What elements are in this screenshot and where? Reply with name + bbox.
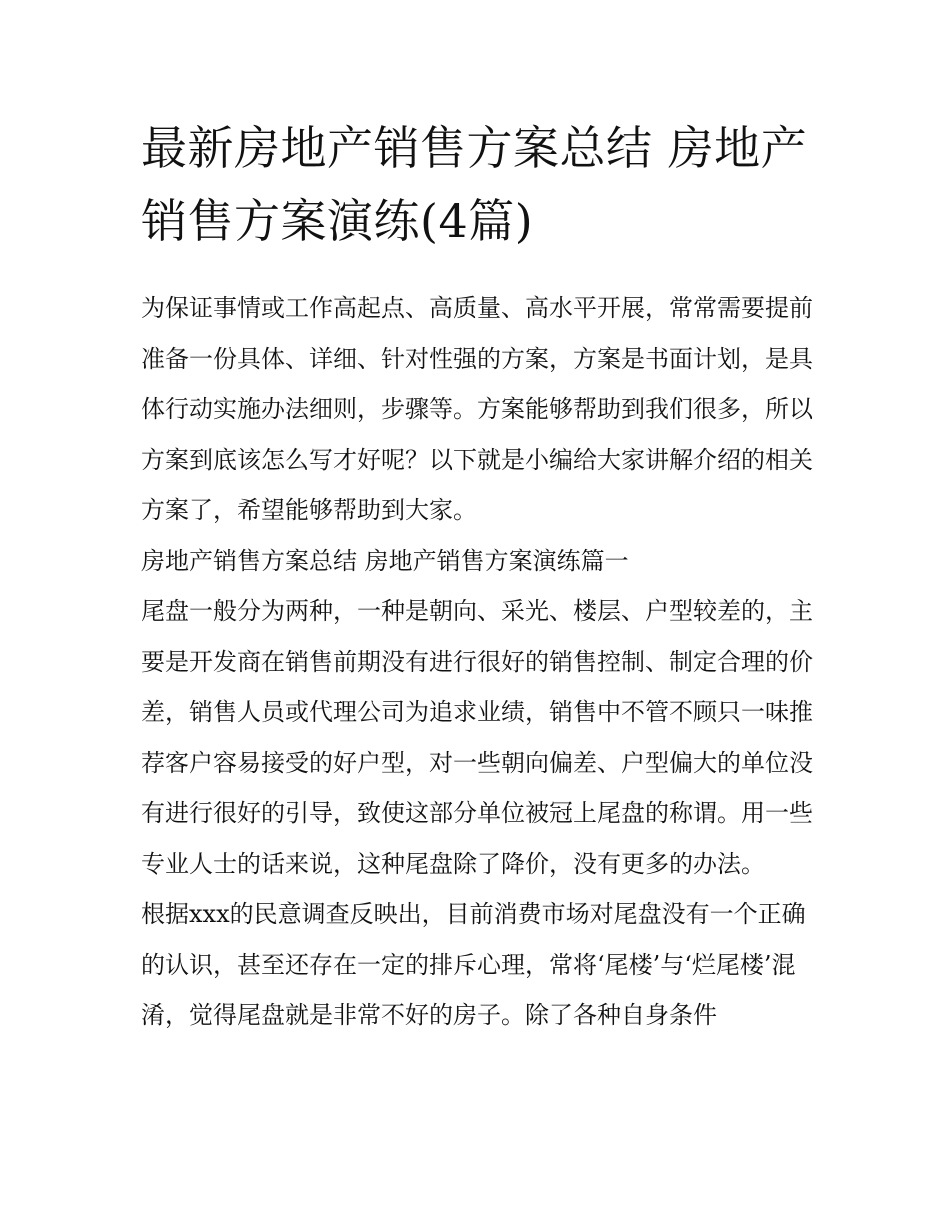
document-title: 最新房地产销售方案总结 房地产销售方案演练(4篇) [141, 121, 808, 248]
document-content [141, 112, 821, 1041]
body-paragraph: 根据xxx的民意调查反映出，目前消费市场对尾盘没有一个正确的认识，甚至还存在一定的排斥心理，常将‘尾楼’与‘烂尾楼’混淆，觉得尾盘就是非常不好的房子。除了各种自身条件 [141, 900, 806, 1029]
intro-paragraph: 为保证事情或工作高起点、高质量、高水平开展，常常需要提前准备一份具体、详细、针对性强的方案，方案是书面计划，是具体行动实施办法细则，步骤等。方案能够帮助到我们很多，所以方案到底该怎么写才好呢？以下就是小编给大家讲解介绍的相关方案了，希望能够帮助到大家。 [141, 294, 813, 524]
section-heading: 房地产销售方案总结 房地产销售方案演练篇一 [141, 546, 629, 575]
body-paragraph: 尾盘一般分为两种，一种是朝向、采光、楼层、户型较差的，主要是开发商在销售前期没有进行很好的销售控制、制定合理的价差，销售人员或代理公司为追求业绩，销售中不管不顾只一味推荐客户容易接受的好户型，对一些朝向偏差、户型偏大的单位没有进行很好的引导，致使这部分单位被冠上尾盘的称谓。用一些专业人士的话来说，这种尾盘除了降价，没有更多的办法。 [141, 597, 813, 878]
